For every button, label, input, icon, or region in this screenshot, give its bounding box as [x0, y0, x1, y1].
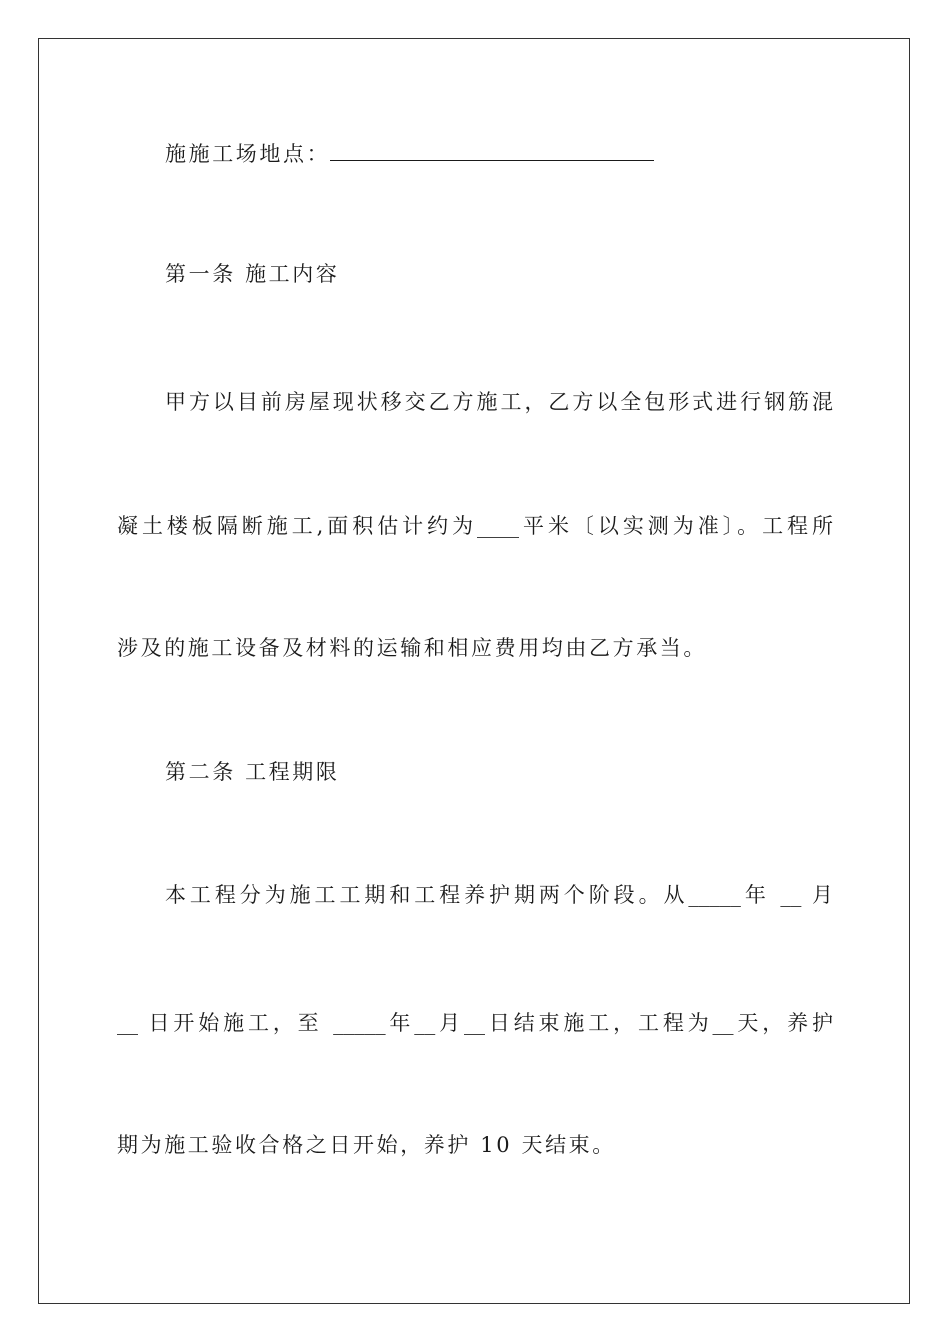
article-1-line-1: 甲方以目前房屋现状移交乙方施工，乙方以全包形式进行钢筋混 [165, 390, 833, 414]
article-1-title: 第一条 施工内容 [165, 262, 340, 286]
article-1-line-3: 涉及的施工设备及材料的运输和相应费用均由乙方承当。 [117, 636, 707, 660]
site-location-blank [330, 142, 654, 161]
article-2-line-2: __ 日开始施工，至 _____年__月__日结束施工，工程为__天，养护 [117, 1011, 833, 1035]
page-border [38, 38, 910, 1304]
article-2-title: 第二条 工程期限 [165, 760, 340, 784]
site-location-line [165, 140, 833, 168]
article-2-line-1: 本工程分为施工工期和工程养护期两个阶段。从_____年 __ 月 [165, 883, 833, 907]
article-1-line-2: 凝土楼板隔断施工,面积估计约为____平米〔以实测为准〕。工程所 [117, 514, 833, 538]
article-2-line-3: 期为施工验收合格之日开始，养护 10 天结束。 [117, 1133, 616, 1157]
site-location-label: 施施工场地点： [165, 142, 331, 166]
